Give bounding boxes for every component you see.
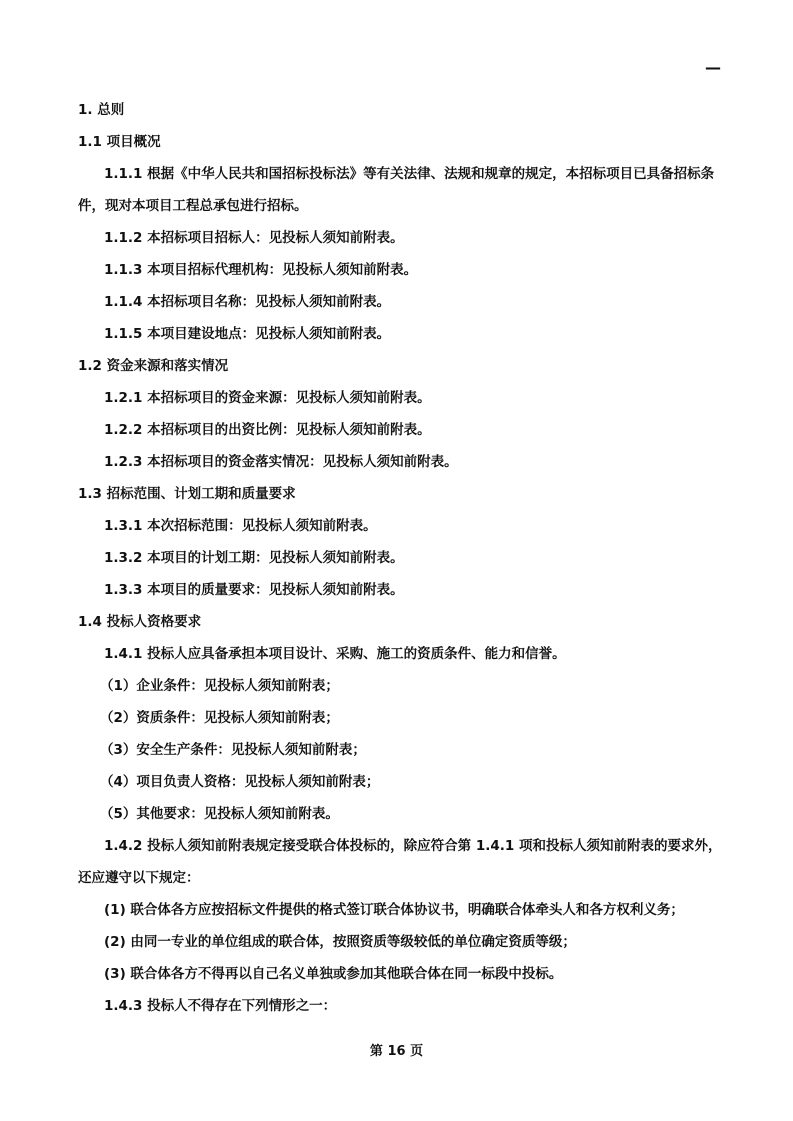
list-item-3: （3）安全生产条件：见投标人须知前附表； <box>100 742 366 758</box>
para-1-2-3: 1.2.3 本招标项目的资金落实情况：见投标人须知前附表。 <box>104 454 458 470</box>
list-item-4: （4）项目负责人资格：见投标人须知前附表； <box>100 774 380 790</box>
rule-item-2: (2) 由同一专业的单位组成的联合体，按照资质等级较低的单位确定资质等级； <box>104 934 576 950</box>
para-1-2-2: 1.2.2 本招标项目的出资比例：见投标人须知前附表。 <box>104 422 431 438</box>
list-item-2: （2）资质条件：见投标人须知前附表； <box>100 710 339 726</box>
para-1-1-4: 1.1.4 本招标项目名称：见投标人须知前附表。 <box>104 294 391 310</box>
heading-1-1: 1.1 项目概况 <box>78 134 161 150</box>
para-1-3-3: 1.3.3 本项目的质量要求：见投标人须知前附表。 <box>104 582 404 598</box>
heading-1-2: 1.2 资金来源和落实情况 <box>78 358 229 374</box>
list-item-5: （5）其他要求：见投标人须知前附表。 <box>100 806 339 822</box>
para-1-3-1: 1.3.1 本次招标范围：见投标人须知前附表。 <box>104 518 377 534</box>
para-1-4-3: 1.4.3 投标人不得存在下列情形之一： <box>104 998 337 1014</box>
para-1-4-2: 1.4.2 投标人须知前附表规定接受联合体投标的，除应符合第 1.4.1 项和投标人须知前附表的要求外， <box>104 838 722 854</box>
para-1-3-2: 1.3.2 本项目的计划工期：见投标人须知前附表。 <box>104 550 404 566</box>
page-number: 第 16 页 <box>369 1044 424 1059</box>
para-1-4-1: 1.4.1 投标人应具备承担本项目设计、采购、施工的资质条件、能力和信誉。 <box>104 646 566 662</box>
para-1-1-1-cont: 件，现对本项目工程总承包进行招标。 <box>78 198 308 214</box>
rule-item-3: (3) 联合体各方不得再以自己名义单独或参加其他联合体在同一标段中投标。 <box>104 966 563 982</box>
para-1-4-2-cont: 还应遵守以下规定： <box>78 870 200 886</box>
heading-1-4: 1.4 投标人资格要求 <box>78 614 202 630</box>
heading-1: 1. 总则 <box>78 102 125 118</box>
para-1-2-1: 1.2.1 本招标项目的资金来源：见投标人须知前附表。 <box>104 390 431 406</box>
rule-item-1: (1) 联合体各方应按招标文件提供的格式签订联合体协议书，明确联合体牵头人和各方权利义务； <box>104 902 684 918</box>
list-item-1: （1）企业条件：见投标人须知前附表； <box>100 678 339 694</box>
header-mark: — <box>705 58 721 77</box>
heading-1-3: 1.3 招标范围、计划工期和质量要求 <box>78 486 296 502</box>
para-1-1-2: 1.1.2 本招标项目招标人：见投标人须知前附表。 <box>104 230 404 246</box>
para-1-1-3: 1.1.3 本项目招标代理机构：见投标人须知前附表。 <box>104 262 418 278</box>
para-1-1-1: 1.1.1 根据《中华人民共和国招标投标法》等有关法律、法规和规章的规定，本招标项目已具备招标条 <box>104 166 715 182</box>
para-1-1-5: 1.1.5 本项目建设地点：见投标人须知前附表。 <box>104 326 391 342</box>
